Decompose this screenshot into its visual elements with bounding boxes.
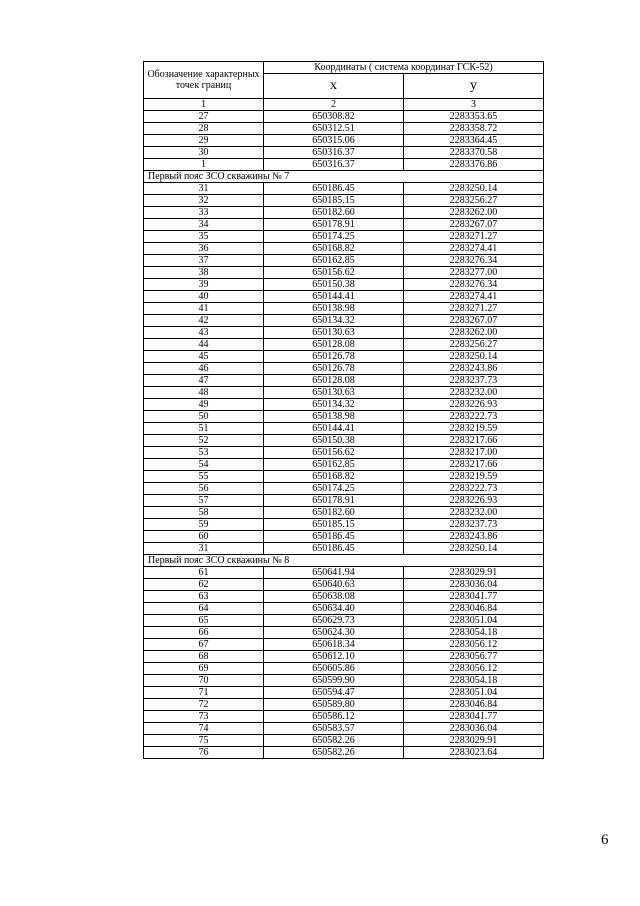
y-coordinate-cell: 2283370.58: [404, 147, 544, 159]
x-coordinate-cell: 650316.37: [264, 159, 404, 171]
column-number-3: 3: [404, 99, 544, 111]
point-id-cell: 52: [144, 435, 264, 447]
y-coordinate-cell: 2283217.66: [404, 459, 544, 471]
x-coordinate-cell: 650130.63: [264, 327, 404, 339]
table-row: [144, 507, 544, 519]
table-row: [144, 447, 544, 459]
table-row: [144, 387, 544, 399]
x-coordinate-cell: 650156.62: [264, 267, 404, 279]
x-coordinate-cell: 650178.91: [264, 219, 404, 231]
point-id-cell: 66: [144, 627, 264, 639]
section-title: Первый пояс ЗСО скважины № 8: [144, 555, 544, 567]
x-coordinate-cell: 650629.73: [264, 615, 404, 627]
x-coordinate-cell: 650128.08: [264, 375, 404, 387]
table-row: [144, 255, 544, 267]
table-row: [144, 495, 544, 507]
table-row: [144, 375, 544, 387]
section-title-row: [144, 555, 544, 567]
point-id-cell: 29: [144, 135, 264, 147]
point-id-cell: 55: [144, 471, 264, 483]
y-coordinate-cell: 2283250.14: [404, 543, 544, 555]
y-coordinate-cell: 2283051.04: [404, 615, 544, 627]
coords-system-header: Координаты ( система координат ГСК-52): [264, 62, 544, 74]
table-row: [144, 471, 544, 483]
x-coordinate-cell: 650589.80: [264, 699, 404, 711]
table-row: [144, 291, 544, 303]
x-coordinate-cell: 650174.25: [264, 483, 404, 495]
y-coordinate-cell: 2283256.27: [404, 339, 544, 351]
y-coordinate-cell: 2283029.91: [404, 567, 544, 579]
table-row: [144, 603, 544, 615]
x-coordinate-cell: 650316.37: [264, 147, 404, 159]
table-row: [144, 711, 544, 723]
y-coordinate-cell: 2283364.45: [404, 135, 544, 147]
x-coordinate-cell: 650144.41: [264, 291, 404, 303]
x-coordinate-cell: 650618.34: [264, 639, 404, 651]
point-id-cell: 30: [144, 147, 264, 159]
point-id-cell: 28: [144, 123, 264, 135]
table-row: [144, 327, 544, 339]
x-coordinate-cell: 650150.38: [264, 279, 404, 291]
point-id-cell: 60: [144, 531, 264, 543]
y-coordinate-cell: 2283358.72: [404, 123, 544, 135]
x-coordinate-cell: 650126.78: [264, 363, 404, 375]
table-row: [144, 591, 544, 603]
point-id-cell: 36: [144, 243, 264, 255]
point-id-cell: 75: [144, 735, 264, 747]
x-coordinate-cell: 650185.15: [264, 195, 404, 207]
y-coordinate-cell: 2283232.00: [404, 507, 544, 519]
point-id-cell: 68: [144, 651, 264, 663]
y-coordinate-cell: 2283276.34: [404, 255, 544, 267]
y-coordinate-cell: 2283029.91: [404, 735, 544, 747]
point-id-cell: 50: [144, 411, 264, 423]
table-row: [144, 579, 544, 591]
axis-x-header: х: [264, 74, 404, 99]
table-row: [144, 351, 544, 363]
x-coordinate-cell: 650583.57: [264, 723, 404, 735]
table-row: [144, 435, 544, 447]
x-coordinate-cell: 650138.98: [264, 303, 404, 315]
y-coordinate-cell: 2283243.86: [404, 531, 544, 543]
x-coordinate-cell: 650605.86: [264, 663, 404, 675]
x-coordinate-cell: 650582.26: [264, 735, 404, 747]
point-id-cell: 51: [144, 423, 264, 435]
x-coordinate-cell: 650186.45: [264, 183, 404, 195]
y-coordinate-cell: 2283056.12: [404, 663, 544, 675]
point-id-cell: 40: [144, 291, 264, 303]
point-id-cell: 69: [144, 663, 264, 675]
table-row: [144, 543, 544, 555]
table-row: [144, 339, 544, 351]
table-row: [144, 747, 544, 759]
x-coordinate-cell: 650634.40: [264, 603, 404, 615]
x-coordinate-cell: 650150.38: [264, 435, 404, 447]
table-row: [144, 651, 544, 663]
y-coordinate-cell: 2283267.07: [404, 219, 544, 231]
table-row: [144, 279, 544, 291]
y-coordinate-cell: 2283222.73: [404, 411, 544, 423]
x-coordinate-cell: 650582.26: [264, 747, 404, 759]
x-coordinate-cell: 650168.82: [264, 243, 404, 255]
x-coordinate-cell: 650612.10: [264, 651, 404, 663]
table-row: [144, 411, 544, 423]
table-row: [144, 195, 544, 207]
table-row: [144, 663, 544, 675]
table-row: [144, 399, 544, 411]
point-id-cell: 70: [144, 675, 264, 687]
y-coordinate-cell: 2283271.27: [404, 303, 544, 315]
point-id-cell: 74: [144, 723, 264, 735]
x-coordinate-cell: 650178.91: [264, 495, 404, 507]
y-coordinate-cell: 2283277.00: [404, 267, 544, 279]
point-id-cell: 41: [144, 303, 264, 315]
x-coordinate-cell: 650156.62: [264, 447, 404, 459]
y-coordinate-cell: 2283041.77: [404, 711, 544, 723]
point-id-cell: 71: [144, 687, 264, 699]
designation-header: Обозначение характерных точек границ: [144, 62, 264, 99]
x-coordinate-cell: 650186.45: [264, 531, 404, 543]
point-id-cell: 37: [144, 255, 264, 267]
point-id-cell: 72: [144, 699, 264, 711]
y-coordinate-cell: 2283250.14: [404, 351, 544, 363]
coordinates-table-body: [144, 62, 544, 759]
y-coordinate-cell: 2283217.00: [404, 447, 544, 459]
x-coordinate-cell: 650126.78: [264, 351, 404, 363]
x-coordinate-cell: 650134.32: [264, 315, 404, 327]
x-coordinate-cell: 650134.32: [264, 399, 404, 411]
point-id-cell: 67: [144, 639, 264, 651]
table-row: [144, 267, 544, 279]
y-coordinate-cell: 2283250.14: [404, 183, 544, 195]
y-coordinate-cell: 2283262.00: [404, 207, 544, 219]
y-coordinate-cell: 2283267.07: [404, 315, 544, 327]
y-coordinate-cell: 2283054.18: [404, 627, 544, 639]
y-coordinate-cell: 2283054.18: [404, 675, 544, 687]
point-id-cell: 65: [144, 615, 264, 627]
y-coordinate-cell: 2283256.27: [404, 195, 544, 207]
y-coordinate-cell: 2283046.84: [404, 603, 544, 615]
point-id-cell: 63: [144, 591, 264, 603]
table-row: [144, 639, 544, 651]
x-coordinate-cell: 650638.08: [264, 591, 404, 603]
x-coordinate-cell: 650185.15: [264, 519, 404, 531]
y-coordinate-cell: 2283262.00: [404, 327, 544, 339]
y-coordinate-cell: 2283056.77: [404, 651, 544, 663]
header-row-top: [144, 62, 544, 74]
point-id-cell: 44: [144, 339, 264, 351]
point-id-cell: 47: [144, 375, 264, 387]
x-coordinate-cell: 650312.51: [264, 123, 404, 135]
y-coordinate-cell: 2283226.93: [404, 495, 544, 507]
point-id-cell: 33: [144, 207, 264, 219]
x-coordinate-cell: 650308.82: [264, 111, 404, 123]
point-id-cell: 53: [144, 447, 264, 459]
point-id-cell: 59: [144, 519, 264, 531]
point-id-cell: 73: [144, 711, 264, 723]
point-id-cell: 54: [144, 459, 264, 471]
table-row: [144, 315, 544, 327]
table-row: [144, 735, 544, 747]
table-row: [144, 675, 544, 687]
x-coordinate-cell: 650586.12: [264, 711, 404, 723]
x-coordinate-cell: 650130.63: [264, 387, 404, 399]
section-title: Первый пояс ЗСО скважины № 7: [144, 171, 544, 183]
point-id-cell: 57: [144, 495, 264, 507]
coordinates-table: [143, 61, 544, 759]
point-id-cell: 39: [144, 279, 264, 291]
x-coordinate-cell: 650144.41: [264, 423, 404, 435]
y-coordinate-cell: 2283243.86: [404, 363, 544, 375]
x-coordinate-cell: 650138.98: [264, 411, 404, 423]
x-coordinate-cell: 650624.30: [264, 627, 404, 639]
point-id-cell: 48: [144, 387, 264, 399]
x-coordinate-cell: 650162.85: [264, 459, 404, 471]
point-id-cell: 27: [144, 111, 264, 123]
point-id-cell: 42: [144, 315, 264, 327]
point-id-cell: 34: [144, 219, 264, 231]
page-number: 6: [601, 832, 609, 848]
point-id-cell: 62: [144, 579, 264, 591]
y-coordinate-cell: 2283237.73: [404, 519, 544, 531]
axis-y-header: у: [404, 74, 544, 99]
y-coordinate-cell: 2283222.73: [404, 483, 544, 495]
point-id-cell: 1: [144, 159, 264, 171]
y-coordinate-cell: 2283219.59: [404, 423, 544, 435]
point-id-cell: 31: [144, 543, 264, 555]
table-row: [144, 519, 544, 531]
y-coordinate-cell: 2283274.41: [404, 243, 544, 255]
table-row: [144, 111, 544, 123]
x-coordinate-cell: 650182.60: [264, 207, 404, 219]
point-id-cell: 31: [144, 183, 264, 195]
x-coordinate-cell: 650162.85: [264, 255, 404, 267]
point-id-cell: 45: [144, 351, 264, 363]
y-coordinate-cell: 2283056.12: [404, 639, 544, 651]
y-coordinate-cell: 2283237.73: [404, 375, 544, 387]
point-id-cell: 38: [144, 267, 264, 279]
table-row: [144, 243, 544, 255]
table-row: [144, 147, 544, 159]
point-id-cell: 64: [144, 603, 264, 615]
y-coordinate-cell: 2283046.84: [404, 699, 544, 711]
x-coordinate-cell: 650599.90: [264, 675, 404, 687]
point-id-cell: 76: [144, 747, 264, 759]
y-coordinate-cell: 2283274.41: [404, 291, 544, 303]
column-numbers-row: [144, 99, 544, 111]
y-coordinate-cell: 2283219.59: [404, 471, 544, 483]
y-coordinate-cell: 2283217.66: [404, 435, 544, 447]
table-row: [144, 615, 544, 627]
table-row: [144, 699, 544, 711]
y-coordinate-cell: 2283276.34: [404, 279, 544, 291]
point-id-cell: 35: [144, 231, 264, 243]
y-coordinate-cell: 2283051.04: [404, 687, 544, 699]
table-row: [144, 459, 544, 471]
column-number-2: 2: [264, 99, 404, 111]
x-coordinate-cell: 650594.47: [264, 687, 404, 699]
x-coordinate-cell: 650186.45: [264, 543, 404, 555]
y-coordinate-cell: 2283036.04: [404, 723, 544, 735]
y-coordinate-cell: 2283271.27: [404, 231, 544, 243]
y-coordinate-cell: 2283036.04: [404, 579, 544, 591]
y-coordinate-cell: 2283226.93: [404, 399, 544, 411]
table-row: [144, 231, 544, 243]
table-row: [144, 531, 544, 543]
x-coordinate-cell: 650315.06: [264, 135, 404, 147]
table-row: [144, 483, 544, 495]
point-id-cell: 32: [144, 195, 264, 207]
point-id-cell: 49: [144, 399, 264, 411]
y-coordinate-cell: 2283041.77: [404, 591, 544, 603]
column-number-1: 1: [144, 99, 264, 111]
x-coordinate-cell: 650174.25: [264, 231, 404, 243]
x-coordinate-cell: 650640.63: [264, 579, 404, 591]
y-coordinate-cell: 2283023.64: [404, 747, 544, 759]
y-coordinate-cell: 2283353.65: [404, 111, 544, 123]
table-row: [144, 363, 544, 375]
x-coordinate-cell: 650168.82: [264, 471, 404, 483]
table-row: [144, 219, 544, 231]
point-id-cell: 46: [144, 363, 264, 375]
point-id-cell: 43: [144, 327, 264, 339]
table-row: [144, 723, 544, 735]
table-row: [144, 207, 544, 219]
point-id-cell: 58: [144, 507, 264, 519]
y-coordinate-cell: 2283232.00: [404, 387, 544, 399]
point-id-cell: 61: [144, 567, 264, 579]
table-row: [144, 159, 544, 171]
table-row: [144, 183, 544, 195]
table-row: [144, 687, 544, 699]
x-coordinate-cell: 650641.94: [264, 567, 404, 579]
table-row: [144, 303, 544, 315]
table-row: [144, 123, 544, 135]
table-row: [144, 627, 544, 639]
table-row: [144, 423, 544, 435]
table-row: [144, 135, 544, 147]
x-coordinate-cell: 650128.08: [264, 339, 404, 351]
section-title-row: [144, 171, 544, 183]
table-row: [144, 567, 544, 579]
x-coordinate-cell: 650182.60: [264, 507, 404, 519]
y-coordinate-cell: 2283376.86: [404, 159, 544, 171]
point-id-cell: 56: [144, 483, 264, 495]
